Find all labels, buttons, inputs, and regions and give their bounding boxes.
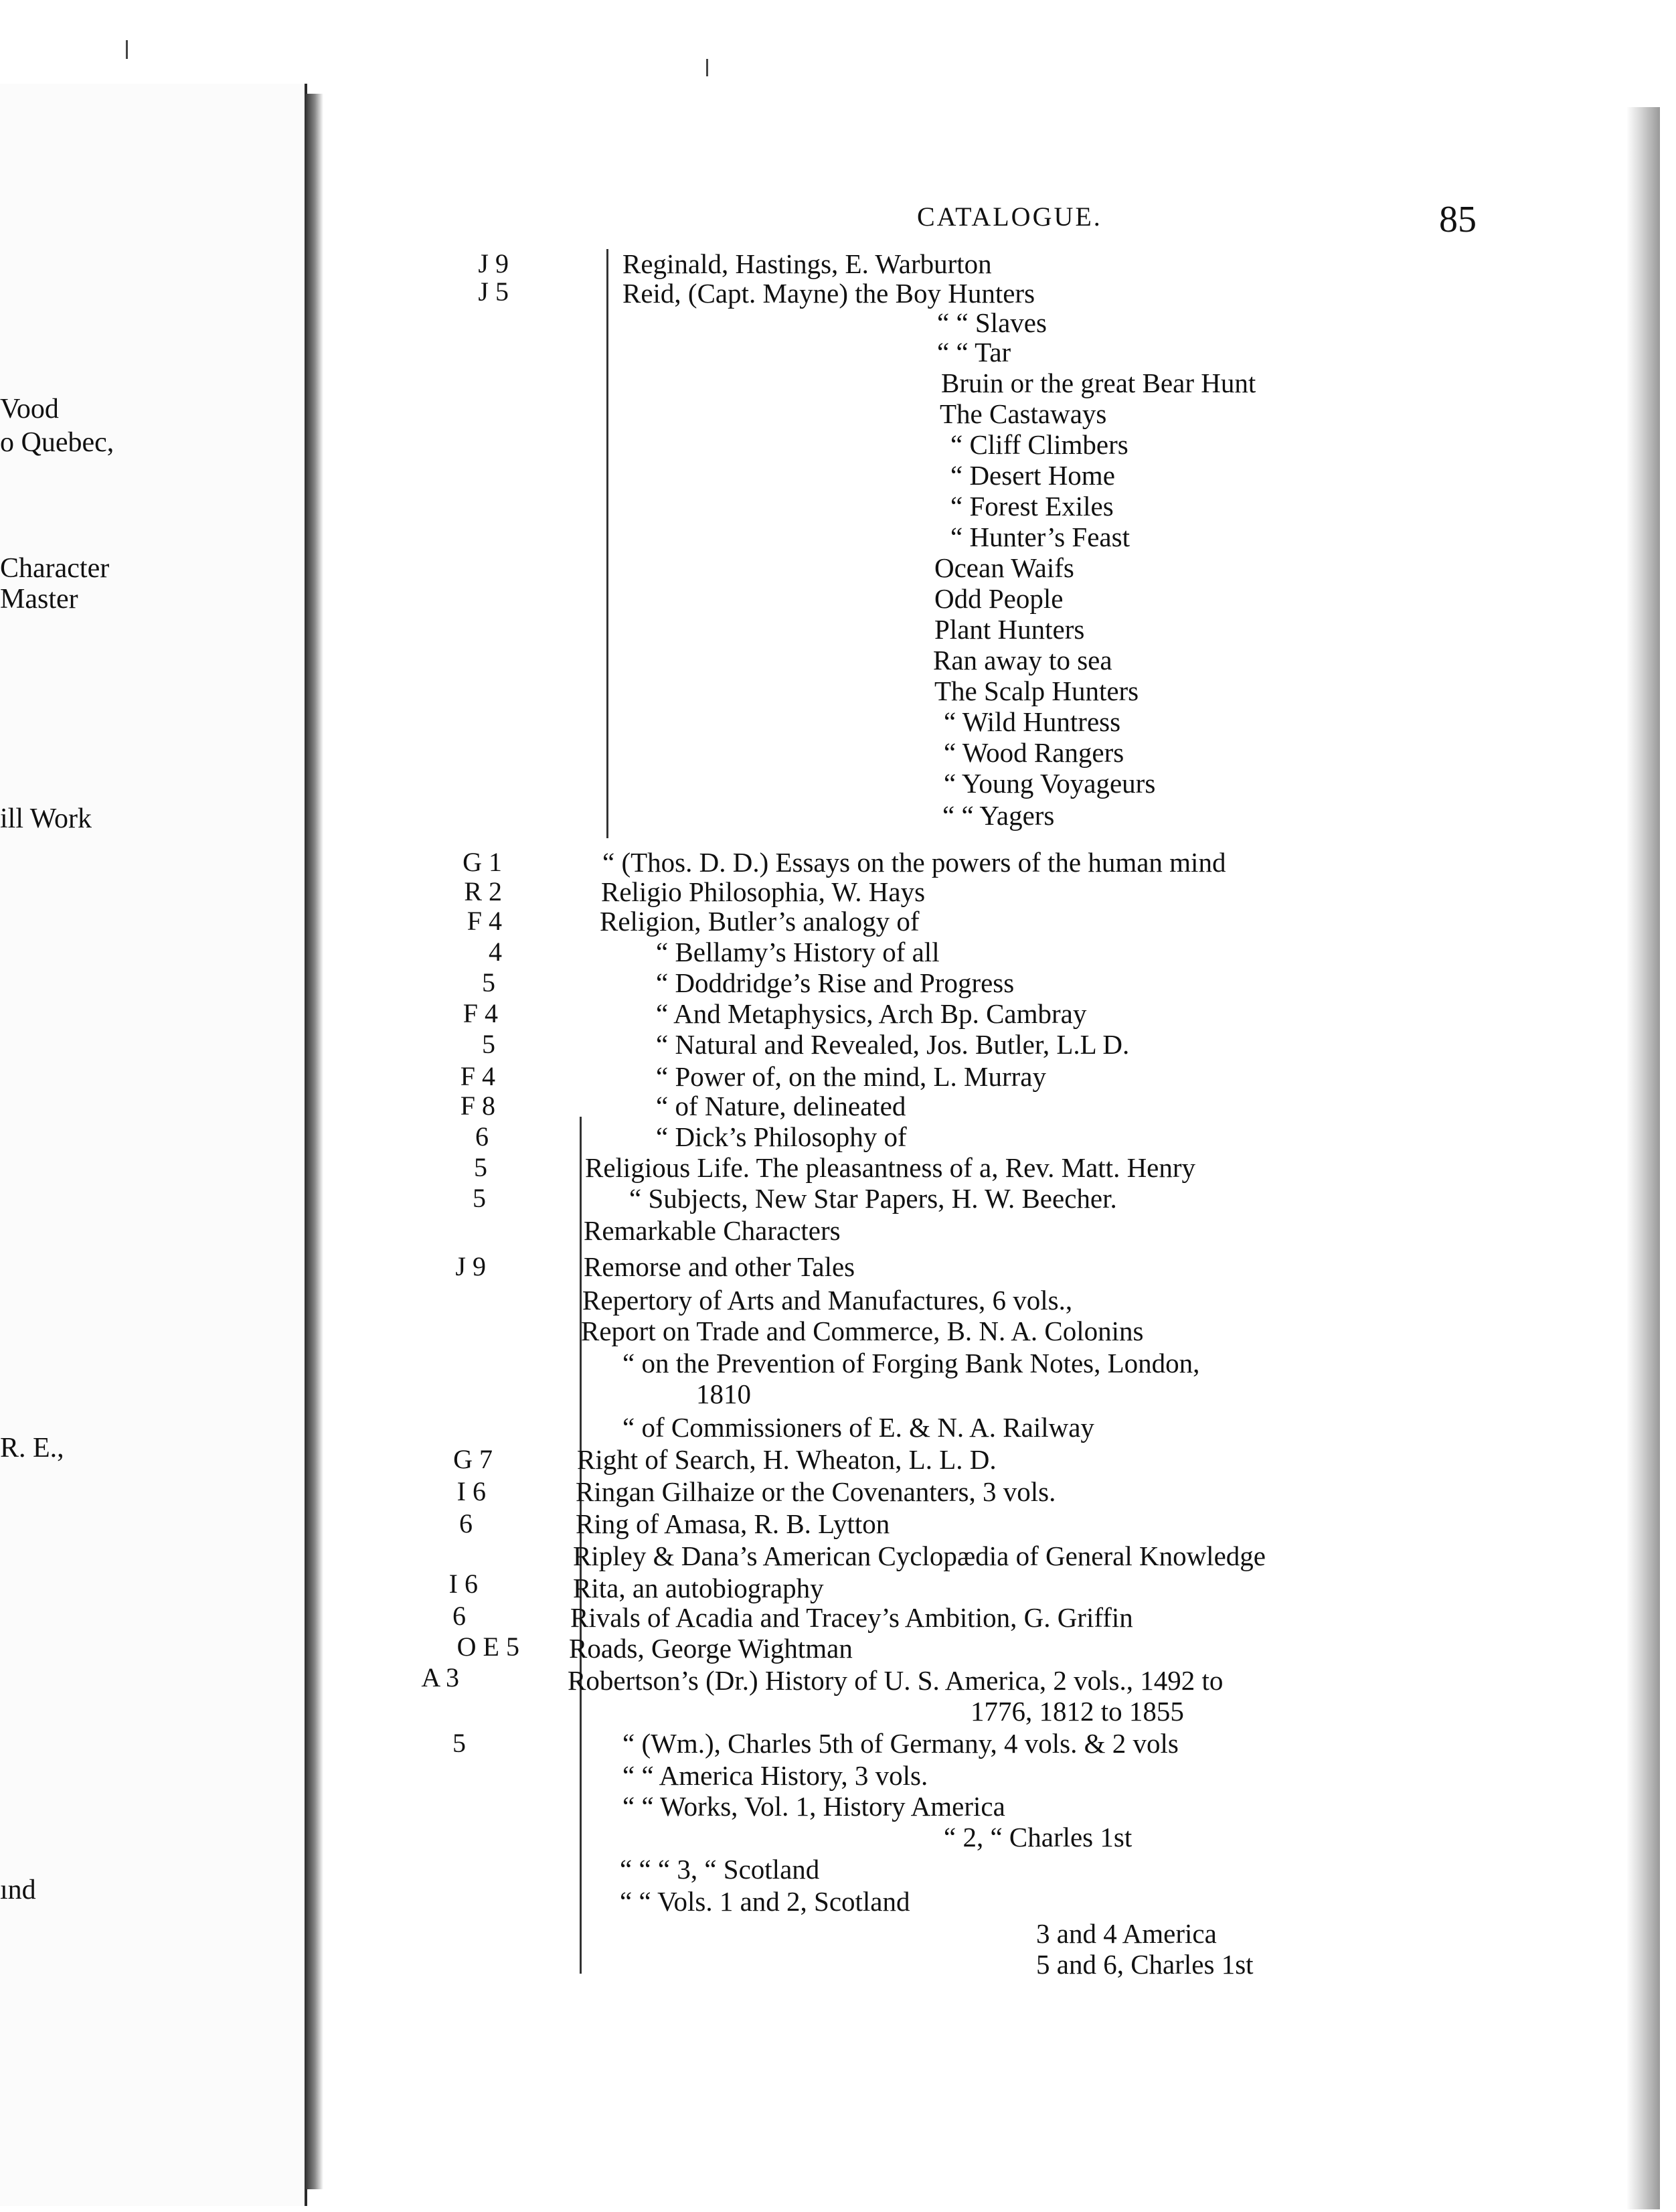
- running-title: CATALOGUE.: [917, 202, 1102, 232]
- page-number: 85: [1439, 199, 1477, 240]
- catalogue-entry: The Castaways: [940, 398, 1107, 429]
- catalogue-entry: “ Hunter’s Feast: [950, 522, 1130, 552]
- catalogue-entry: “ “ “ 3, “ Scotland: [620, 1854, 820, 1885]
- shelf-code: F 8: [460, 1091, 495, 1121]
- catalogue-entry: “ Subjects, New Star Papers, H. W. Beecher.: [629, 1183, 1117, 1214]
- catalogue-entry: Reginald, Hastings, E. Warburton: [622, 248, 992, 279]
- catalogue-entry: “ Dick’s Philosophy of: [656, 1121, 907, 1152]
- catalogue-entry: “ “ Works, Vol. 1, History America: [622, 1791, 1005, 1822]
- catalogue-entry: Roads, George Wightman: [569, 1633, 853, 1664]
- left-page-fragment: o Quebec,: [0, 427, 114, 458]
- catalogue-entry: Plant Hunters: [934, 614, 1085, 645]
- catalogue-entry: “ (Wm.), Charles 5th of Germany, 4 vols. & 2 vols: [622, 1728, 1179, 1759]
- catalogue-entry: Ringan Gilhaize or the Covenanters, 3 vols.: [576, 1476, 1056, 1507]
- catalogue-entry: Bruin or the great Bear Hunt: [941, 368, 1256, 398]
- left-page-fragment: Master: [0, 584, 78, 615]
- shelf-code: 5: [474, 1152, 487, 1182]
- catalogue-entry: “ Natural and Revealed, Jos. Butler, L.L D.: [656, 1029, 1130, 1060]
- catalogue-entry: “ Desert Home: [950, 460, 1115, 491]
- shelf-code: O E 5: [456, 1632, 519, 1662]
- catalogue-entry: Religious Life. The pleasantness of a, Rev. Matt. Henry: [585, 1152, 1196, 1183]
- catalogue-entry: “ of Commissioners of E. & N. A. Railway: [622, 1412, 1094, 1443]
- book-gutter: [305, 94, 323, 2189]
- catalogue-entry: Ocean Waifs: [934, 552, 1074, 583]
- catalogue-entry: “ Wild Huntress: [944, 706, 1121, 737]
- catalogue-entry: “ Power of, on the mind, L. Murray: [656, 1061, 1046, 1092]
- catalogue-entry: “ “ Vols. 1 and 2, Scotland: [620, 1886, 910, 1917]
- shelf-code: 5: [482, 967, 495, 998]
- catalogue-entry: Religion, Butler’s analogy of: [600, 906, 920, 937]
- shelf-code: J 9: [455, 1251, 486, 1281]
- catalogue-entry: “ Doddridge’s Rise and Progress: [656, 967, 1015, 998]
- catalogue-entry: “ Young Voyageurs: [944, 768, 1156, 799]
- shelf-code: 6: [475, 1121, 489, 1152]
- shelf-code: 4: [489, 937, 502, 967]
- shelf-code: F 4: [467, 906, 502, 936]
- catalogue-entry: Remorse and other Tales: [584, 1251, 855, 1282]
- catalogue-entry: “ Cliff Climbers: [950, 429, 1128, 460]
- catalogue-entry: “ “ Slaves: [937, 307, 1047, 338]
- catalogue-entry: Ring of Amasa, R. B. Lytton: [576, 1508, 890, 1539]
- left-page-fragment: Vood: [0, 394, 59, 424]
- shelf-code: 5: [452, 1728, 466, 1758]
- catalogue-entry: Right of Search, H. Wheaton, L. L. D.: [577, 1444, 997, 1475]
- catalogue-entry: “ And Metaphysics, Arch Bp. Cambray: [656, 998, 1087, 1029]
- shelf-code: 6: [452, 1601, 466, 1631]
- scan-artifact-mark: [706, 59, 708, 76]
- catalogue-entry: “ 2, “ Charles 1st: [944, 1822, 1133, 1852]
- catalogue-entry: “ “ Yagers: [942, 800, 1055, 831]
- shelf-code: 5: [482, 1029, 495, 1059]
- catalogue-entry: “ “ America History, 3 vols.: [622, 1760, 928, 1791]
- catalogue-entry: “ Forest Exiles: [950, 491, 1114, 522]
- page-edge-shadow: [1626, 107, 1660, 2209]
- catalogue-entry: Ran away to sea: [933, 645, 1112, 676]
- catalogue-entry: “ of Nature, delineated: [656, 1091, 906, 1121]
- catalogue-entry: “ (Thos. D. D.) Essays on the powers of the human mind: [602, 847, 1226, 878]
- catalogue-entry: Religio Philosophia, W. Hays: [601, 876, 926, 907]
- catalogue-entry: 3 and 4 America: [1036, 1918, 1217, 1949]
- shelf-code: G 7: [453, 1444, 493, 1474]
- catalogue-entry: Report on Trade and Commerce, B. N. A. Colonins: [581, 1316, 1144, 1346]
- left-page-fragment: ınd: [0, 1875, 36, 1905]
- catalogue-entry: The Scalp Hunters: [934, 676, 1139, 706]
- catalogue-entry: Remarkable Characters: [584, 1215, 841, 1246]
- shelf-code: F 4: [460, 1061, 495, 1091]
- catalogue-entry: “ “ Tar: [937, 337, 1011, 368]
- catalogue-entry: Repertory of Arts and Manufactures, 6 vols.,: [582, 1285, 1073, 1316]
- catalogue-entry: 5 and 6, Charles 1st: [1036, 1949, 1254, 1980]
- shelf-code: F 4: [463, 998, 498, 1028]
- catalogue-entry: “ on the Prevention of Forging Bank Notes, London,: [622, 1348, 1200, 1378]
- shelf-code: I 6: [456, 1476, 486, 1506]
- catalogue-entry: Ripley & Dana’s American Cyclopædia of General Knowledge: [573, 1540, 1266, 1571]
- catalogue-entry: “ Wood Rangers: [944, 737, 1124, 768]
- catalogue-entry: 1776, 1812 to 1855: [971, 1696, 1184, 1727]
- catalogue-entry: Rivals of Acadia and Tracey’s Ambition, G. Griffin: [570, 1602, 1133, 1633]
- shelf-code: 5: [473, 1183, 486, 1213]
- left-page-fragment: R. E.,: [0, 1433, 64, 1464]
- catalogue-entry: Rita, an autobiography: [573, 1573, 824, 1603]
- scan-artifact-mark: [126, 40, 128, 59]
- shelf-code: I 6: [448, 1569, 478, 1599]
- catalogue-entry: Reid, (Capt. Mayne) the Boy Hunters: [622, 278, 1035, 309]
- catalogue-entry: 1810: [696, 1378, 751, 1409]
- shelf-code: G 1: [463, 847, 502, 877]
- shelf-code: J 9: [478, 248, 509, 279]
- shelf-code: R 2: [464, 876, 502, 906]
- column-rule: [606, 249, 608, 838]
- catalogue-entry: Robertson’s (Dr.) History of U. S. America, 2 vols., 1492 to: [568, 1665, 1224, 1696]
- shelf-code: A 3: [421, 1662, 459, 1692]
- catalogue-entry: Odd People: [934, 583, 1064, 614]
- shelf-code: J 5: [478, 276, 509, 307]
- catalogue-entry: “ Bellamy’s History of all: [656, 937, 940, 967]
- left-page-fragment: ill Work: [0, 803, 92, 834]
- shelf-code: 6: [459, 1508, 473, 1538]
- left-page-fragment: Character: [0, 553, 110, 584]
